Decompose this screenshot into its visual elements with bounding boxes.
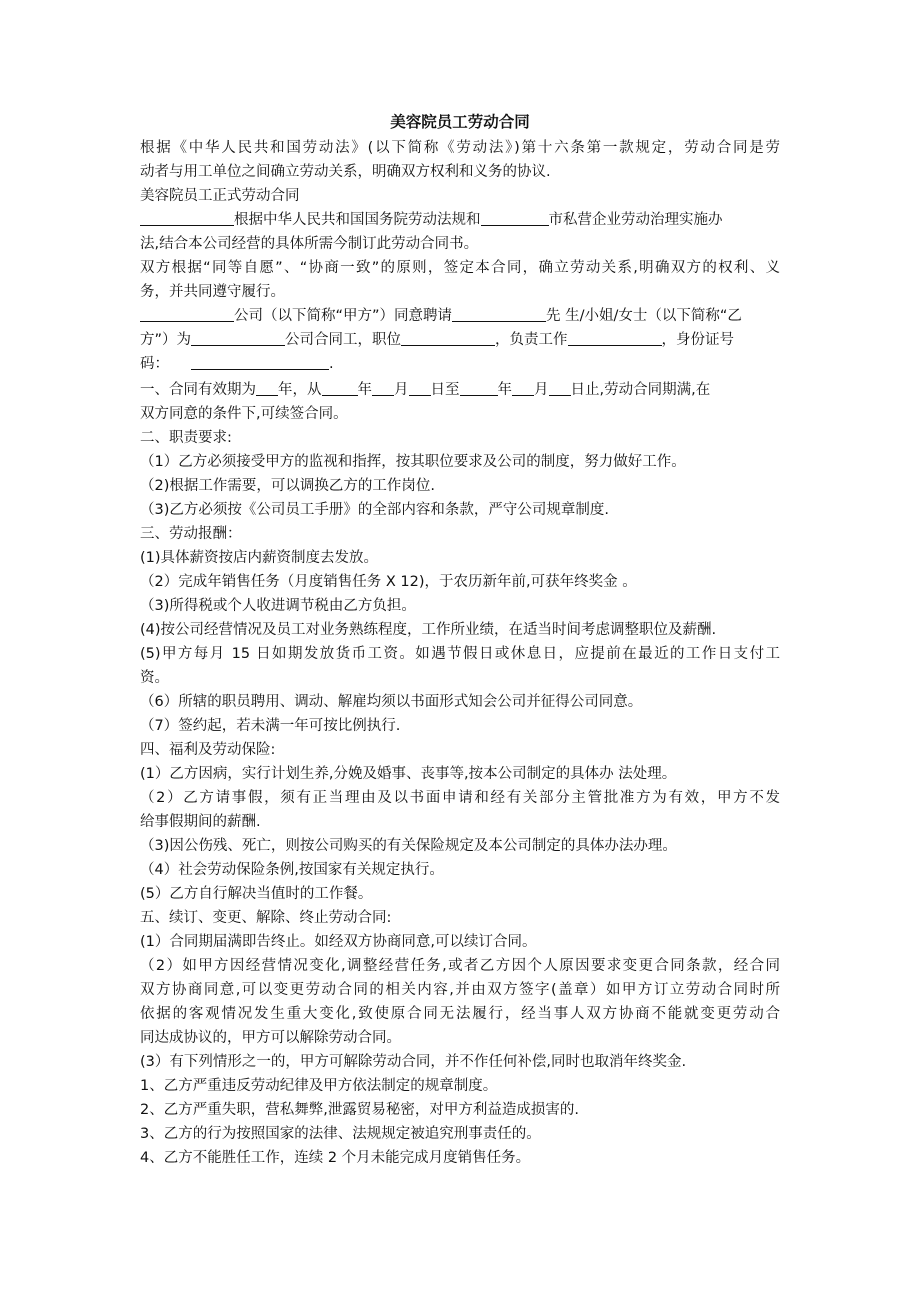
paragraph-line: 公司（以下简称“甲方”）同意聘请 先 生/小姐/女士（以下简称“乙	[140, 304, 742, 328]
paragraph-line: 资。	[140, 670, 169, 686]
list-item: 2、乙方严重失职，营私舞弊,泄露贸易秘密，对甲方利益造成损害的.	[140, 1102, 579, 1118]
fill-blank[interactable]	[409, 379, 431, 396]
paragraph-line: (3）有下列情形之一的，甲方可解除劳动合同，并不作任何补偿,同时也取消年终奖金.	[140, 1054, 687, 1070]
fill-blank[interactable]	[481, 209, 549, 226]
paragraph-line: （3)乙方必须按《公司员工手册》的全部内容和条款，严守公司规章制度.	[140, 502, 609, 518]
section-heading: 三、劳动报酬：	[140, 526, 242, 542]
paragraph-line: 依据的客观情况发生重大变化,致使原合同无法履行，经当事人双方协商不能就变更劳动合	[140, 1006, 780, 1022]
section-heading: 五、续订、变更、解除、终止劳动合同:	[140, 910, 392, 926]
paragraph-line: (5)甲方每月 15 日如期发放货币工资。如遇节假日或休息日，应提前在最近的工作日支付工	[140, 646, 780, 662]
fill-blank[interactable]	[372, 379, 394, 396]
paragraph-line: (5）乙方自行解决当值时的工作餐。	[140, 886, 373, 902]
fill-blank[interactable]	[191, 353, 329, 370]
list-item: 1、乙方严重违反劳动纪律及甲方依法制定的规章制度。	[140, 1078, 498, 1094]
paragraph-line: 美容院员工正式劳动合同	[140, 188, 300, 204]
paragraph-line: （2)根据工作需要，可以调换乙方的工作岗位.	[140, 478, 435, 494]
paragraph-line: （4）社会劳动保险条例,按国家有关规定执行。	[140, 862, 444, 878]
paragraph-line: （7）签约起，若未满一年可按比例执行.	[140, 718, 401, 734]
fill-blank[interactable]	[140, 305, 234, 322]
paragraph-line: （2）如甲方因经营情况变化,调整经营任务,或者乙方因个人原因要求变更合同条款，经合同	[140, 958, 780, 974]
paragraph-line: (1)具体薪资按店内薪资制度去发放。	[140, 550, 379, 566]
paragraph-line: (4)按公司经营情况及员工对业务熟练程度，工作所业绩，在适当时间考虑调整职位及薪酬.	[140, 622, 717, 638]
fill-blank[interactable]	[452, 305, 546, 322]
paragraph-line: 一、合同有效期为 年，从 年 月 日至 年 月 日止,劳动合同期满,在	[140, 378, 710, 402]
paragraph-line: 同达成协议的，甲方可以解除劳动合同。	[140, 1030, 401, 1046]
paragraph-line: 码： .	[140, 352, 334, 376]
paragraph-line: 法,结合本公司经营的具体所需今制订此劳动合同书。	[140, 236, 479, 252]
paragraph-line: （3)所得税或个人收进调节税由乙方负担。	[140, 598, 416, 614]
fill-blank[interactable]	[568, 329, 662, 346]
paragraph-line: 根据中华人民共和国国务院劳动法规和 市私营企业劳动治理实施办	[140, 208, 723, 232]
fill-blank[interactable]	[512, 379, 534, 396]
paragraph-line: 给事假期间的薪酬.	[140, 814, 261, 830]
paragraph-line: （3)因公伤残、死亡，则按公司购买的有关保险规定及本公司制定的具体办法办理。	[140, 838, 677, 854]
list-item: 4、乙方不能胜任工作，连续 2 个月未能完成月度销售任务。	[140, 1150, 531, 1166]
section-heading: 二、职责要求:	[140, 430, 232, 446]
fill-blank[interactable]	[191, 329, 285, 346]
paragraph-line: （2）乙方请事假，须有正当理由及以书面申请和经有关部分主管批准方为有效，甲方不发	[140, 790, 780, 806]
fill-blank[interactable]	[460, 379, 498, 396]
fill-blank[interactable]	[322, 379, 358, 396]
paragraph-line: 双方根据“同等自愿”、“协商一致”的原则，签定本合同，确立劳动关系,明确双方的权利、义	[140, 260, 780, 276]
fill-blank[interactable]	[549, 379, 571, 396]
paragraph-line: 双方协商同意,可以变更劳动合同的相关内容,并由双方签字(盖章）如甲方订立劳动合同时所	[140, 982, 780, 998]
paragraph-line: 双方同意的条件下,可续签合同。	[140, 406, 348, 422]
document-title: 美容院员工劳动合同	[390, 113, 530, 131]
paragraph-line: （1）乙方必须接受甲方的监视和指挥，按其职位要求及公司的制度，努力做好工作。	[140, 454, 686, 470]
fill-blank[interactable]	[401, 329, 495, 346]
paragraph-line: （6）所辖的职员聘用、调动、解雇均须以书面形式知会公司并征得公司同意。	[140, 694, 643, 710]
list-item: 3、乙方的行为按照国家的法律、法规规定被追究刑事责任的。	[140, 1126, 541, 1142]
fill-blank[interactable]	[256, 379, 278, 396]
fill-blank[interactable]	[140, 209, 234, 226]
paragraph-line: 动者与用工单位之间确立劳动关系，明确双方权利和义务的协议.	[140, 164, 551, 180]
paragraph-line: 根据《中华人民共和国劳动法》(以下简称《劳动法》)第十六条第一款规定，劳动合同是劳	[140, 140, 780, 156]
section-heading: 四、福利及劳动保险:	[140, 742, 276, 758]
paragraph-line: 务，并共同遵守履行。	[140, 284, 285, 300]
paragraph-line: （2）完成年销售任务（月度销售任务 X 12)，于农历新年前,可获年终奖金 。	[140, 574, 637, 590]
paragraph-line: (1）合同期届满即告终止。如经双方协商同意,可以续订合同。	[140, 934, 537, 950]
paragraph-line: 方”）为 公司合同工，职位 ，负责工作 ，身份证号	[140, 328, 734, 352]
paragraph-line: (1）乙方因病，实行计划生养,分娩及婚事、丧事等,按本公司制定的具体办 法处理。	[140, 766, 677, 782]
